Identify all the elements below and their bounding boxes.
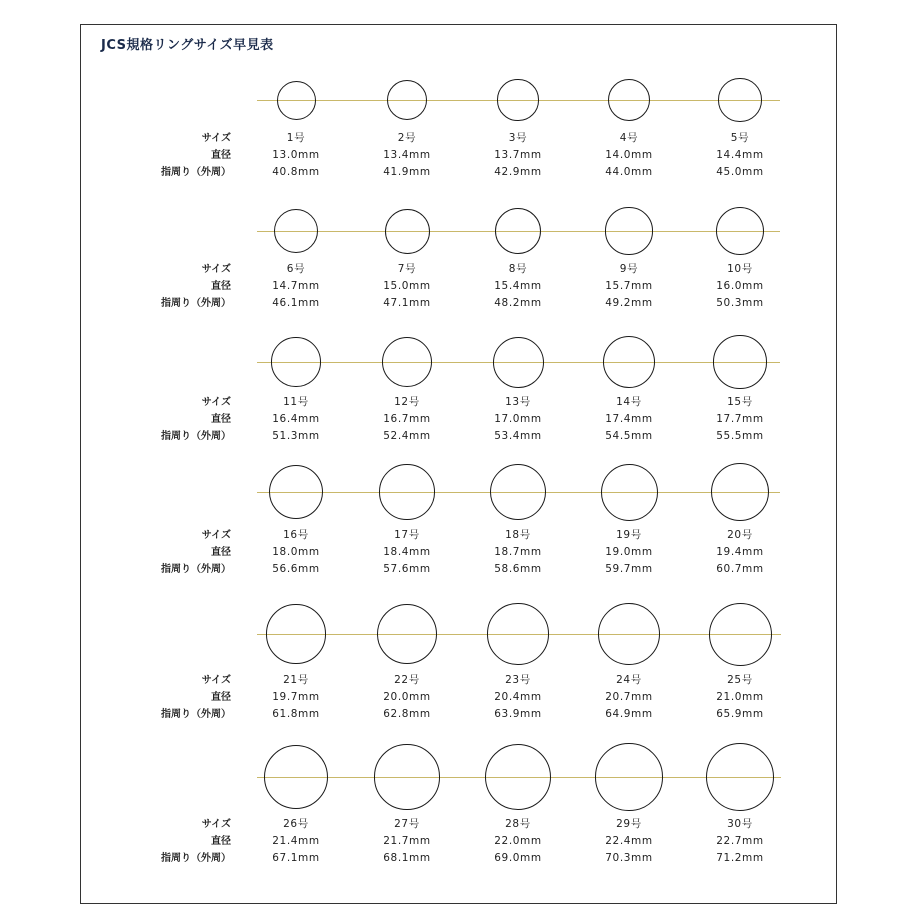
ring-size-cell [362, 261, 452, 312]
ring-size-cell [584, 261, 674, 312]
ring-size-cell [584, 130, 674, 181]
ring-diameter: 19.0mm [605, 546, 653, 558]
ring-diameter: 16.7mm [383, 413, 431, 425]
ring-circumference: 63.9mm [494, 708, 542, 720]
ring-diameter: 16.0mm [716, 280, 764, 292]
ring-diameter: 17.7mm [716, 413, 764, 425]
ring-circle [377, 604, 437, 664]
ring-circle [379, 464, 434, 519]
ring-size-cell [584, 394, 674, 445]
ring-circumference: 56.6mm [272, 563, 320, 575]
ring-circle [713, 335, 766, 388]
ring-diameter: 13.7mm [494, 149, 542, 161]
ring-size-cell [251, 261, 341, 312]
ring-diameter: 19.7mm [272, 691, 320, 703]
ring-diameter: 13.0mm [272, 149, 320, 161]
row-label-circumference: 指周り（外周） [161, 298, 231, 309]
ring-size: 8号 [508, 263, 528, 275]
ring-circle [266, 604, 325, 663]
ring-size-cell [362, 130, 452, 181]
ring-size: 14号 [616, 396, 642, 408]
ring-diameter: 21.7mm [383, 835, 431, 847]
ring-circle [490, 464, 546, 520]
ring-circle [385, 209, 430, 254]
ring-diameter: 22.0mm [494, 835, 542, 847]
ring-size-cell [251, 816, 341, 867]
ring-size: 1号 [286, 132, 306, 144]
ring-circle [387, 80, 427, 120]
ring-circle [709, 603, 772, 666]
row-label-diameter: 直径 [211, 547, 231, 558]
ring-circle [495, 208, 541, 254]
ring-size: 19号 [616, 529, 642, 541]
ring-circle [485, 744, 551, 810]
ring-circumference: 57.6mm [383, 563, 431, 575]
ring-diameter: 14.7mm [272, 280, 320, 292]
ring-size-cell [473, 130, 563, 181]
ring-circle [598, 603, 660, 665]
ring-size-cell [695, 261, 785, 312]
ring-diameter: 22.4mm [605, 835, 653, 847]
row-label-size: サイズ [201, 530, 231, 541]
ring-size-cell [695, 394, 785, 445]
ring-circumference: 45.0mm [716, 166, 764, 178]
ring-size-cell [251, 527, 341, 578]
ring-diameter: 17.0mm [494, 413, 542, 425]
row-labels [141, 527, 231, 578]
ring-diameter: 14.4mm [716, 149, 764, 161]
ring-circle [271, 337, 320, 386]
ring-circle [274, 209, 318, 253]
ring-circumference: 65.9mm [716, 708, 764, 720]
ring-diameter: 21.0mm [716, 691, 764, 703]
ring-size: 27号 [394, 818, 420, 830]
ring-circle [493, 337, 544, 388]
ring-size: 23号 [505, 674, 531, 686]
ring-circumference: 41.9mm [383, 166, 431, 178]
row-labels [141, 261, 231, 312]
ring-size: 20号 [727, 529, 753, 541]
ring-circumference: 70.3mm [605, 852, 653, 864]
ring-size-cell [584, 672, 674, 723]
ring-size: 21号 [283, 674, 309, 686]
ring-size: 24号 [616, 674, 642, 686]
ring-diameter: 20.0mm [383, 691, 431, 703]
ring-circumference: 53.4mm [494, 430, 542, 442]
ring-diameter: 16.4mm [272, 413, 320, 425]
row-labels [141, 672, 231, 723]
ring-size-cell [584, 816, 674, 867]
ring-size: 12号 [394, 396, 420, 408]
ring-size-cell [695, 672, 785, 723]
ring-circumference: 49.2mm [605, 297, 653, 309]
ring-diameter: 20.7mm [605, 691, 653, 703]
ring-size-cell [362, 394, 452, 445]
row-label-diameter: 直径 [211, 836, 231, 847]
ring-circumference: 55.5mm [716, 430, 764, 442]
row-label-diameter: 直径 [211, 414, 231, 425]
ring-circumference: 69.0mm [494, 852, 542, 864]
ring-diameter: 20.4mm [494, 691, 542, 703]
ring-circumference: 44.0mm [605, 166, 653, 178]
ring-circle [706, 743, 774, 811]
ring-size: 29号 [616, 818, 642, 830]
ring-size: 15号 [727, 396, 753, 408]
ring-size: 10号 [727, 263, 753, 275]
ring-circumference: 47.1mm [383, 297, 431, 309]
ring-size: 9号 [619, 263, 639, 275]
ring-size: 16号 [283, 529, 309, 541]
ring-circumference: 51.3mm [272, 430, 320, 442]
ring-circumference: 71.2mm [716, 852, 764, 864]
ring-diameter: 18.0mm [272, 546, 320, 558]
ring-circle [487, 603, 548, 664]
row-label-circumference: 指周り（外周） [161, 431, 231, 442]
ring-diameter: 21.4mm [272, 835, 320, 847]
ring-size-cell [473, 394, 563, 445]
ring-circle [608, 79, 650, 121]
ring-circumference: 40.8mm [272, 166, 320, 178]
ring-size-cell [362, 816, 452, 867]
ring-circumference: 67.1mm [272, 852, 320, 864]
ring-circumference: 48.2mm [494, 297, 542, 309]
ring-size: 26号 [283, 818, 309, 830]
ring-size-cell [473, 816, 563, 867]
ring-circumference: 42.9mm [494, 166, 542, 178]
ring-size: 6号 [286, 263, 306, 275]
ring-size: 25号 [727, 674, 753, 686]
row-label-size: サイズ [201, 264, 231, 275]
row-label-circumference: 指周り（外周） [161, 167, 231, 178]
ring-diameter: 15.7mm [605, 280, 653, 292]
ring-size: 5号 [730, 132, 750, 144]
ring-size-cell [251, 130, 341, 181]
ring-diameter: 22.7mm [716, 835, 764, 847]
ring-circle [382, 337, 432, 387]
row-label-diameter: 直径 [211, 150, 231, 161]
ring-circumference: 52.4mm [383, 430, 431, 442]
row-labels [141, 130, 231, 181]
ring-circle [277, 81, 316, 120]
ring-circumference: 46.1mm [272, 297, 320, 309]
ring-size: 4号 [619, 132, 639, 144]
ring-size: 22号 [394, 674, 420, 686]
ring-size-cell [251, 394, 341, 445]
ring-circumference: 61.8mm [272, 708, 320, 720]
ring-size-cell [473, 261, 563, 312]
ring-size-cell [473, 527, 563, 578]
ring-size: 3号 [508, 132, 528, 144]
ring-circle [605, 207, 652, 254]
ring-circle [374, 744, 439, 809]
ring-size-cell [695, 527, 785, 578]
row-label-circumference: 指周り（外周） [161, 709, 231, 720]
ring-circle [269, 465, 323, 519]
row-label-diameter: 直径 [211, 692, 231, 703]
ring-diameter: 18.4mm [383, 546, 431, 558]
row-label-size: サイズ [201, 675, 231, 686]
ring-diameter: 14.0mm [605, 149, 653, 161]
ring-size: 18号 [505, 529, 531, 541]
ring-circle [601, 464, 658, 521]
ring-size: 17号 [394, 529, 420, 541]
ring-circle [603, 336, 655, 388]
row-label-size: サイズ [201, 397, 231, 408]
ring-size-cell [695, 816, 785, 867]
ring-size: 30号 [727, 818, 753, 830]
ring-circle [264, 745, 328, 809]
ring-circumference: 64.9mm [605, 708, 653, 720]
ring-size: 7号 [397, 263, 417, 275]
ring-circle [711, 463, 769, 521]
ring-circle [497, 79, 538, 120]
ring-circumference: 62.8mm [383, 708, 431, 720]
page-title: JCS規格リングサイズ早見表 [101, 38, 274, 53]
ring-circle [595, 743, 662, 810]
ring-diameter: 13.4mm [383, 149, 431, 161]
ring-diameter: 15.0mm [383, 280, 431, 292]
ring-circumference: 60.7mm [716, 563, 764, 575]
ring-circumference: 59.7mm [605, 563, 653, 575]
row-label-circumference: 指周り（外周） [161, 853, 231, 864]
row-label-diameter: 直径 [211, 281, 231, 292]
ring-circle [716, 207, 764, 255]
ring-diameter: 15.4mm [494, 280, 542, 292]
ring-size-cell [362, 527, 452, 578]
ring-circumference: 50.3mm [716, 297, 764, 309]
ring-size: 13号 [505, 396, 531, 408]
ring-size-cell [362, 672, 452, 723]
row-labels [141, 816, 231, 867]
ring-size: 28号 [505, 818, 531, 830]
ring-diameter: 17.4mm [605, 413, 653, 425]
ring-diameter: 19.4mm [716, 546, 764, 558]
row-label-size: サイズ [201, 133, 231, 144]
ring-size-cell [695, 130, 785, 181]
ring-size-cell [251, 672, 341, 723]
row-label-circumference: 指周り（外周） [161, 564, 231, 575]
ring-size-cell [584, 527, 674, 578]
row-labels [141, 394, 231, 445]
ring-size-cell [473, 672, 563, 723]
ring-circumference: 54.5mm [605, 430, 653, 442]
row-label-size: サイズ [201, 819, 231, 830]
ring-size: 2号 [397, 132, 417, 144]
ring-circumference: 68.1mm [383, 852, 431, 864]
ring-circle [718, 78, 761, 121]
ring-circumference: 58.6mm [494, 563, 542, 575]
ring-size: 11号 [283, 396, 309, 408]
ring-diameter: 18.7mm [494, 546, 542, 558]
